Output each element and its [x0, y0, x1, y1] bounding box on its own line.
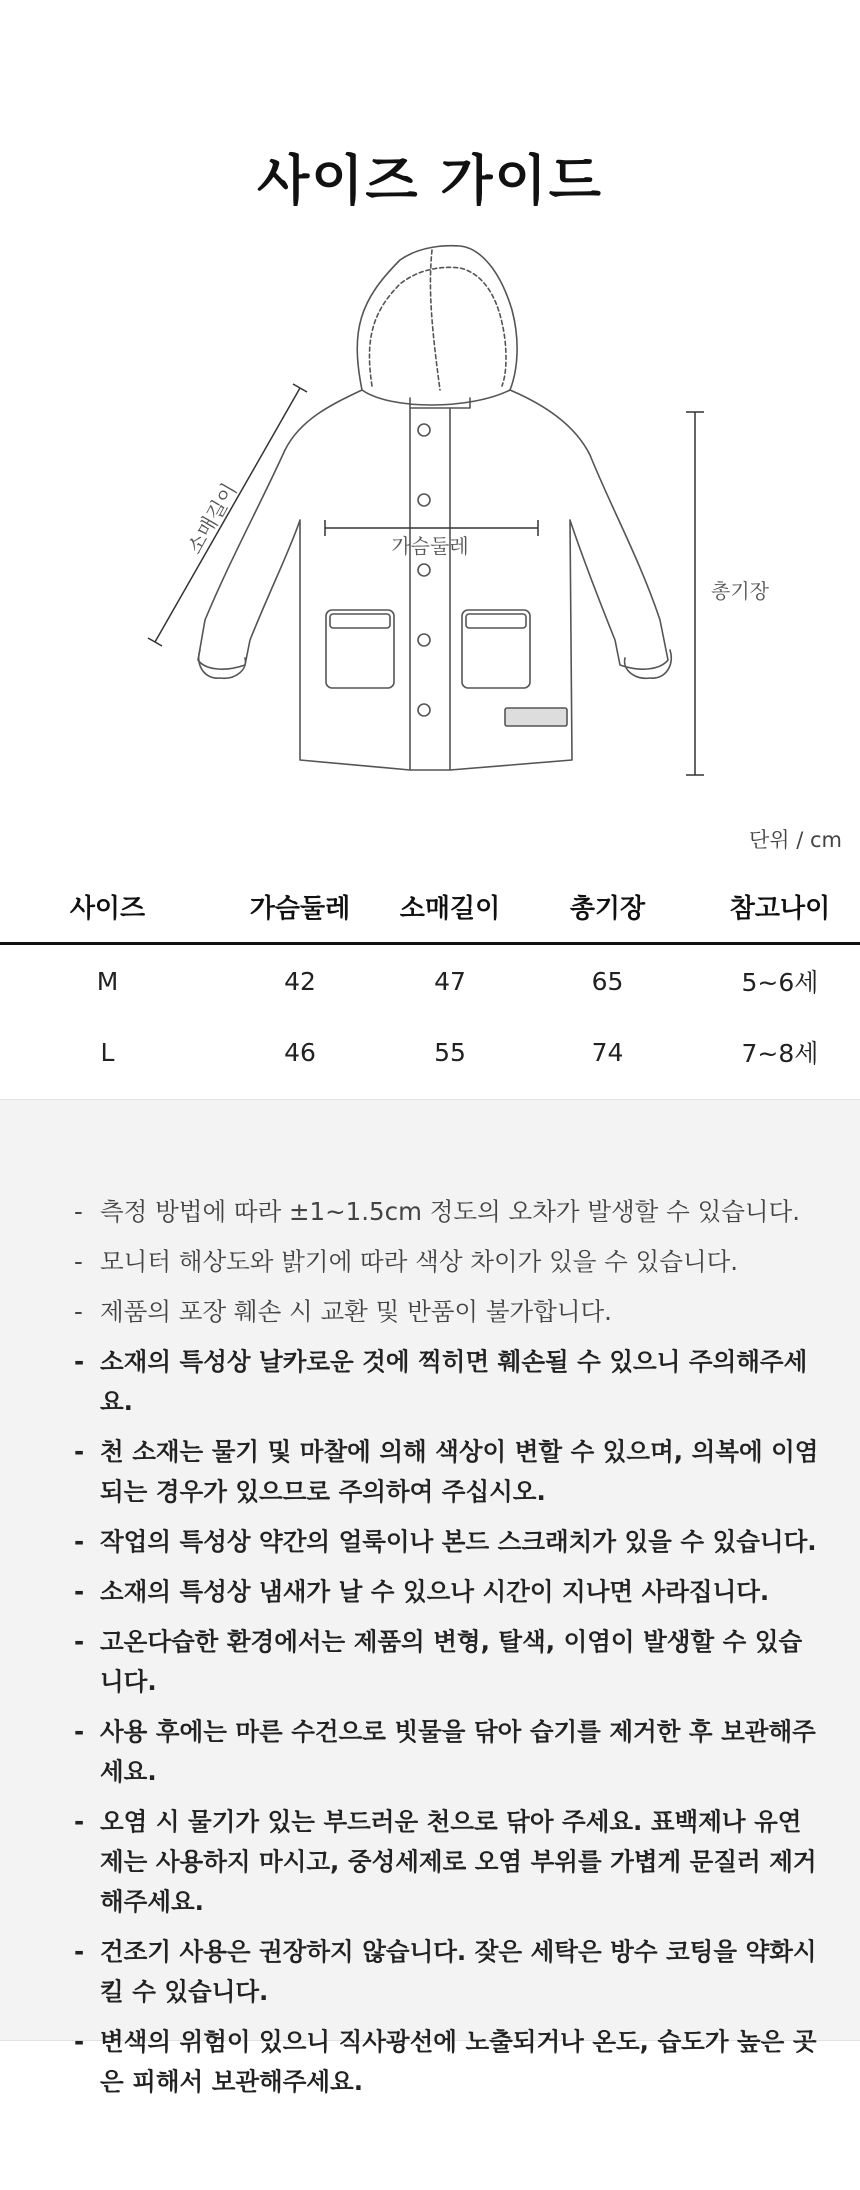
hood-seam	[430, 250, 440, 390]
size-table-body	[0, 945, 860, 1087]
note-item: - 건조기 사용은 권장하지 않습니다. 잦은 세탁은 방수 코팅을 약화시킬 수 있습니다.	[74, 1932, 820, 2012]
unit-label: 단위 / cm	[748, 828, 842, 852]
table-row	[0, 945, 860, 1017]
note-item: - 변색의 위험이 있으니 직사광선에 노출되거나 온도, 습도가 높은 곳은 피해서 보관해주세요.	[74, 2022, 820, 2102]
note-item: - 오염 시 물기가 있는 부드러운 천으로 닦아 주세요. 표백제나 유연제는 사용하지 마시고, 중성세제로 오염 부위를 가볍게 문질러 제거해주세요.	[74, 1802, 820, 1922]
chest-label: 가슴둘레	[391, 534, 469, 558]
pocket-left	[326, 610, 394, 688]
size-table-header	[0, 868, 860, 944]
note-item: - 천 소재는 물기 및 마찰에 의해 색상이 변할 수 있으며, 의복에 이염되는 경우가 있으므로 주의하여 주십시오.	[74, 1432, 820, 1512]
length-label: 총기장	[711, 579, 769, 603]
raincoat-illustration	[0, 240, 860, 800]
table-row	[0, 1017, 860, 1087]
note-item: - 모니터 해상도와 밝기에 따라 색상 차이가 있을 수 있습니다.	[74, 1242, 820, 1282]
cell-chest: 46	[284, 1037, 316, 1067]
sleeve-label: 소매길이	[182, 479, 242, 558]
note-item: - 작업의 특성상 약간의 얼룩이나 본드 스크래치가 있을 수 있습니다.	[74, 1522, 820, 1562]
note-item: - 소재의 특성상 냄새가 날 수 있으나 시간이 지나면 사라집니다.	[74, 1572, 820, 1612]
header-age: 참고나이	[729, 893, 831, 924]
care-notes-panel	[0, 1099, 860, 2096]
placket	[410, 408, 450, 770]
reflective-patch	[505, 708, 567, 726]
cell-size: L	[100, 1037, 115, 1067]
collar	[362, 390, 510, 405]
care-notes-list	[0, 1100, 860, 2102]
cell-age: 7~8세	[741, 1039, 819, 1068]
cell-chest: 42	[284, 966, 316, 996]
pocket-right	[462, 610, 530, 688]
cell-age: 5~6세	[741, 968, 819, 997]
header-sleeve: 소매길이	[399, 893, 501, 924]
header-length: 총기장	[569, 893, 646, 924]
cell-sleeve: 55	[434, 1037, 466, 1067]
page-title: 사이즈 가이드	[257, 149, 603, 212]
cell-sleeve: 47	[434, 966, 466, 996]
note-item: - 측정 방법에 따라 ±1~1.5cm 정도의 오차가 발생할 수 있습니다.	[74, 1192, 820, 1232]
cell-length: 74	[591, 1037, 624, 1067]
body-left	[198, 390, 410, 770]
header-chest: 가슴둘레	[249, 893, 351, 924]
note-item: - 사용 후에는 마른 수건으로 빗물을 닦아 습기를 제거한 후 보관해주세요.	[74, 1712, 820, 1792]
cell-length: 65	[591, 966, 624, 996]
note-item: - 제품의 포장 훼손 시 교환 및 반품이 불가합니다.	[74, 1292, 820, 1332]
note-item: - 고온다습한 환경에서는 제품의 변형, 탈색, 이염이 발생할 수 있습니다.	[74, 1622, 820, 1702]
header-size: 사이즈	[69, 893, 146, 924]
note-item: - 소재의 특성상 날카로운 것에 찍히면 훼손될 수 있으니 주의해주세요.	[74, 1342, 820, 1422]
cell-size: M	[96, 966, 119, 996]
raincoat-diagram	[0, 240, 860, 800]
